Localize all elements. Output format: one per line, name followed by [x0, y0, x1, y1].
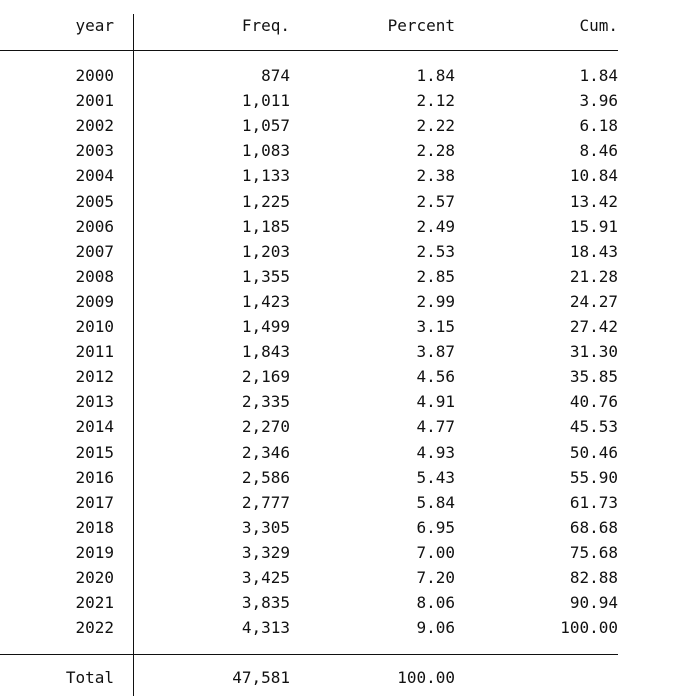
cell-cum: 21.28 [569, 266, 618, 286]
cell-percent: 4.91 [416, 392, 455, 412]
cell-freq: 3,329 [241, 542, 290, 562]
cell-cum: 50.46 [569, 442, 618, 462]
header-freq: Freq. [241, 16, 290, 35]
cell-freq: 1,225 [241, 191, 290, 211]
cell-freq: 4,313 [241, 618, 290, 638]
cell-freq: 3,425 [241, 568, 290, 587]
cell-cum: 55.90 [569, 467, 618, 487]
total-percent: 100.00 [397, 668, 455, 687]
cell-year: 2004 [75, 166, 114, 186]
cell-freq: 1,133 [241, 166, 290, 186]
cell-freq: 1,843 [241, 342, 290, 362]
cell-percent: 2.57 [416, 191, 455, 211]
cell-freq: 1,203 [241, 241, 290, 261]
cell-year: 2010 [75, 317, 114, 336]
header-percent: Percent [387, 16, 455, 35]
cell-cum: 100.00 [560, 618, 618, 638]
cell-percent: 2.49 [416, 216, 455, 236]
cell-freq: 1,499 [241, 317, 290, 336]
cell-freq: 1,185 [241, 216, 290, 236]
cell-year: 2021 [75, 593, 114, 613]
cell-percent: 2.22 [416, 116, 455, 136]
cell-percent: 1.84 [416, 66, 455, 85]
cell-percent: 2.38 [416, 166, 455, 186]
cell-cum: 3.96 [579, 91, 618, 111]
cell-percent: 4.77 [416, 417, 455, 437]
cell-cum: 13.42 [569, 191, 618, 211]
cell-freq: 874 [261, 66, 290, 85]
cell-freq: 1,423 [241, 291, 290, 311]
cell-cum: 61.73 [569, 492, 618, 512]
cell-freq: 2,270 [241, 417, 290, 437]
cell-cum: 18.43 [569, 241, 618, 261]
cell-percent: 2.12 [416, 91, 455, 111]
cell-percent: 7.20 [416, 568, 455, 587]
cell-percent: 5.84 [416, 492, 455, 512]
cell-cum: 45.53 [569, 417, 618, 437]
cell-cum: 40.76 [569, 392, 618, 412]
cell-percent: 6.95 [416, 517, 455, 537]
cell-cum: 24.27 [569, 291, 618, 311]
cell-year: 2015 [75, 442, 114, 462]
header-year: year [75, 16, 114, 35]
cell-year: 2003 [75, 141, 114, 161]
cell-year: 2022 [75, 618, 114, 638]
cell-year: 2009 [75, 291, 114, 311]
cell-cum: 1.84 [579, 66, 618, 85]
cell-percent: 7.00 [416, 542, 455, 562]
cell-freq: 2,346 [241, 442, 290, 462]
cell-percent: 3.15 [416, 317, 455, 336]
cell-freq: 2,777 [241, 492, 290, 512]
cell-cum: 6.18 [579, 116, 618, 136]
cell-cum: 75.68 [569, 542, 618, 562]
cell-year: 2001 [75, 91, 114, 111]
header-cum: Cum. [579, 16, 618, 35]
cell-percent: 2.85 [416, 266, 455, 286]
cell-year: 2018 [75, 517, 114, 537]
cell-cum: 15.91 [569, 216, 618, 236]
cell-percent: 2.28 [416, 141, 455, 161]
column-divider [133, 14, 134, 696]
cell-freq: 3,305 [241, 517, 290, 537]
cell-percent: 2.53 [416, 241, 455, 261]
cell-year: 2007 [75, 241, 114, 261]
cell-cum: 90.94 [569, 593, 618, 613]
cell-year: 2013 [75, 392, 114, 412]
cell-cum: 8.46 [579, 141, 618, 161]
cell-freq: 1,083 [241, 141, 290, 161]
cell-freq: 2,335 [241, 392, 290, 412]
cell-freq: 1,057 [241, 116, 290, 136]
cell-cum: 82.88 [569, 568, 618, 587]
total-rule [0, 654, 618, 655]
cell-cum: 27.42 [569, 317, 618, 336]
cell-year: 2006 [75, 216, 114, 236]
cell-year: 2017 [75, 492, 114, 512]
cell-year: 2016 [75, 467, 114, 487]
cell-percent: 8.06 [416, 593, 455, 613]
cell-cum: 68.68 [569, 517, 618, 537]
cell-year: 2014 [75, 417, 114, 437]
cell-freq: 2,586 [241, 467, 290, 487]
cell-year: 2000 [75, 66, 114, 85]
cell-year: 2012 [75, 367, 114, 387]
cell-cum: 10.84 [569, 166, 618, 186]
cell-freq: 1,355 [241, 266, 290, 286]
cell-year: 2008 [75, 266, 114, 286]
cell-year: 2005 [75, 191, 114, 211]
cell-year: 2011 [75, 342, 114, 362]
cell-percent: 4.93 [416, 442, 455, 462]
cell-percent: 2.99 [416, 291, 455, 311]
cell-cum: 31.30 [569, 342, 618, 362]
total-label: Total [65, 668, 114, 687]
cell-percent: 5.43 [416, 467, 455, 487]
cell-year: 2002 [75, 116, 114, 136]
cell-freq: 1,011 [241, 91, 290, 111]
cell-freq: 3,835 [241, 593, 290, 613]
cell-percent: 3.87 [416, 342, 455, 362]
cell-freq: 2,169 [241, 367, 290, 387]
cell-percent: 4.56 [416, 367, 455, 387]
header-rule [0, 50, 618, 51]
cell-percent: 9.06 [416, 618, 455, 638]
cell-year: 2020 [75, 568, 114, 587]
total-freq: 47,581 [232, 668, 290, 687]
cell-cum: 35.85 [569, 367, 618, 387]
cell-year: 2019 [75, 542, 114, 562]
